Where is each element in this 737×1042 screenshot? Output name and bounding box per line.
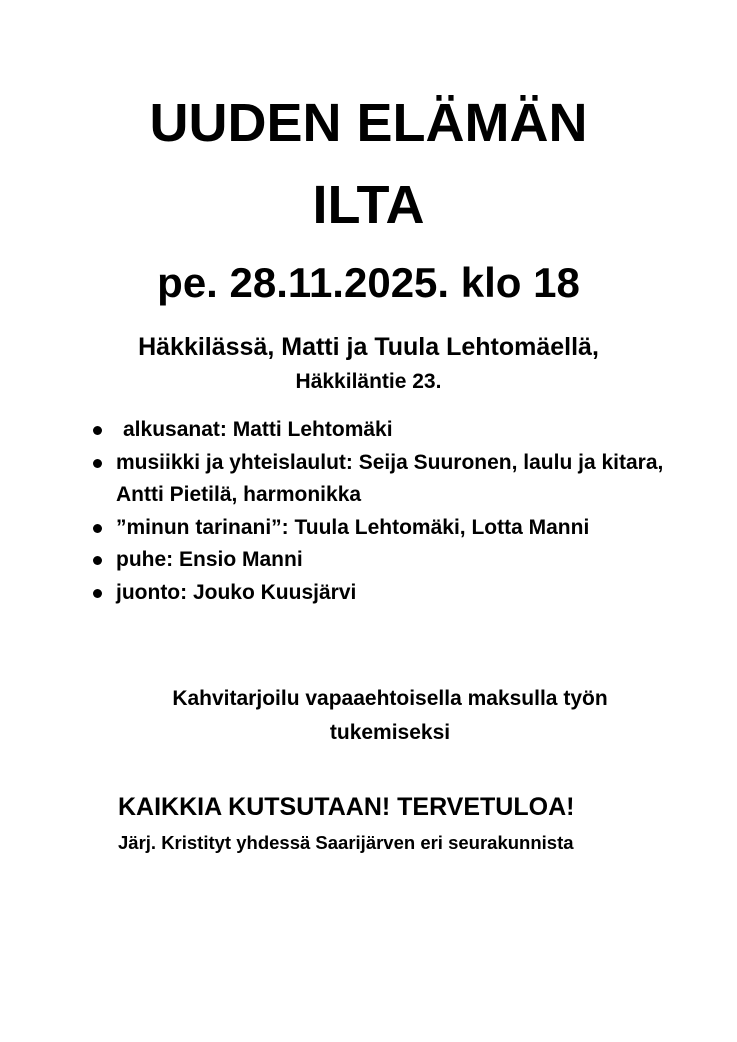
bullet-icon [93, 589, 102, 598]
invitation-heading: KAIKKIA KUTSUTAAN! TERVETULOA! [118, 793, 575, 821]
event-date-time: pe. 28.11.2025. klo 18 [157, 259, 580, 306]
bullet-icon [93, 426, 102, 435]
program-item [90, 414, 670, 447]
program-item-text: ”minun tarinani”: Tuula Lehtomäki, Lotta Manni [116, 515, 590, 539]
program-item [90, 544, 670, 577]
bullet-icon [93, 556, 102, 565]
organizer-line: Järj. Kristityt yhdessä Saarijärven eri seurakunnista [118, 832, 574, 853]
program-item-text: juonto: Jouko Kuusjärvi [116, 580, 357, 604]
event-title-line-2: ILTA [312, 175, 425, 235]
coffee-note: Kahvitarjoilu vapaaehtoisella maksulla työn tukemiseksi [172, 687, 608, 744]
program-item [90, 577, 670, 610]
bullet-icon [93, 459, 102, 468]
program-item [90, 512, 670, 545]
program-item-text: alkusanat: Matti Lehtomäki [123, 418, 393, 441]
program-item-text: musiikki ja yhteislaulut: Seija Suuronen, laulu ja kitara, Antti Pietilä, harmonikka [116, 450, 664, 506]
venue-hosts: Häkkilässä, Matti ja Tuula Lehtomäellä, [138, 333, 599, 361]
event-title-line-1: UUDEN ELÄMÄN [149, 93, 588, 153]
program-list [90, 414, 670, 609]
bullet-icon [93, 524, 102, 533]
program-item [90, 447, 670, 512]
program-item-text: puhe: Ensio Manni [116, 548, 303, 571]
venue-address: Häkkiläntie 23. [295, 370, 442, 393]
